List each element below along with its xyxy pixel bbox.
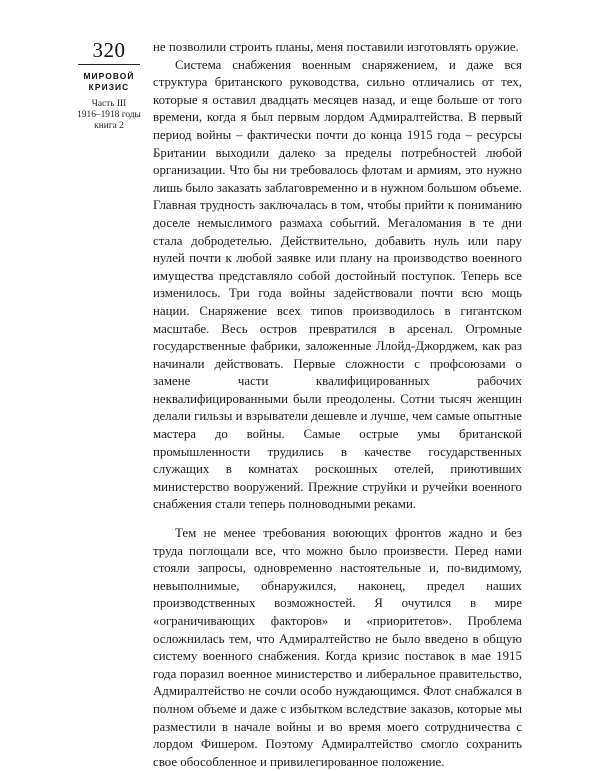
book-title-line-1: МИРОВОЙ: [83, 71, 135, 81]
part-info: [74, 99, 144, 132]
part-label: Часть III: [91, 99, 127, 109]
page-number: 320: [92, 38, 126, 62]
sidebar-divider: [78, 64, 140, 65]
paragraph-front-demands: Тем не менее требования воюющих фронтов жадно и без труда поглощали все, что можно было произвести. Перед нами стояли запросы, одновременно настоятельные и, по-видимому, невыполнимые, обнаружился, наконец, предел наших производственных возможностей. Я очутился в мире «ограничивающих факторов» и «приоритетов». Проблема осложнилась тем, что Адмиралтейство не было введено в общую систему военного снабжения. Когда кризис поставок в мае 1915 года поразил военное министерство и либеральное правительство, Адмиралтейство не сочли особо нуждающимся. Флот снабжался в полном объеме и даже с избытком вследствие заказов, которые мы разместили в начале войны и во время моего сотрудничества с лордом Фишером. Поэтому Адмиралтейство смогло сохранить свое обособленное и привилегированное положение.: [153, 526, 522, 769]
part-book: книга 2: [94, 121, 124, 131]
paragraph-supply-system: Система снабжения военным снаряжением, и даже вся структура британского руководства, сильно отличались от тех, которые я оставил двадцать месяцев назад, и еще больше от того времени, когда я был первым лордом Адмиралтейства. В первый период войны – фактически почти до конца 1915 года – ресурсы Британии выходили далеко за пределы потребностей любой организации. Что бы ни требовалось флотам и армиям, это нужно лишь было заказать заблаговременно и в нужном большом объеме. Главная трудность заключалась в том, чтобы прийти к пониманию доселе немыслимого размаха событий. Мегаломания в те дни стала добродетелью. Действительно, добавить нуль или пару нулей почти к любой заявке или плану на производство военного имущества представляло собой достойный поступок. Теперь все изменилось. Три года войны задействовали почти всю мощь нации. Снаряжение всех типов производилось в гигантском масштабе. Весь остров превратился в арсенал. Огромные государственные фабрики, заложенные Ллойд-Джорджем, как раз начинали действовать. Первые сложности с профсоюзами о замене части квалифицированных рабочих неквалифицированными были преодолены. Сотни тысяч женщин делали гильзы и взрыватели дешевле и лучше, чем самые опытные мастера до войны. Самые острые умы британской промышленности трудились в качестве государственных служащих в комнатах роскошных отелей, приютивших министерство вооружений. Прежние струйки и ручейки военного снабжения стали теперь полноводными реками.: [153, 57, 522, 512]
part-years: 1916–1918 годы: [77, 110, 141, 120]
book-title-line-2: КРИЗИС: [88, 82, 130, 92]
running-head-sidebar: [74, 39, 144, 132]
book-title: [74, 71, 144, 93]
body-text: [153, 39, 522, 771]
paragraph-continuation: не позволили строить планы, меня поставили изготовлять оружие.: [153, 40, 519, 54]
